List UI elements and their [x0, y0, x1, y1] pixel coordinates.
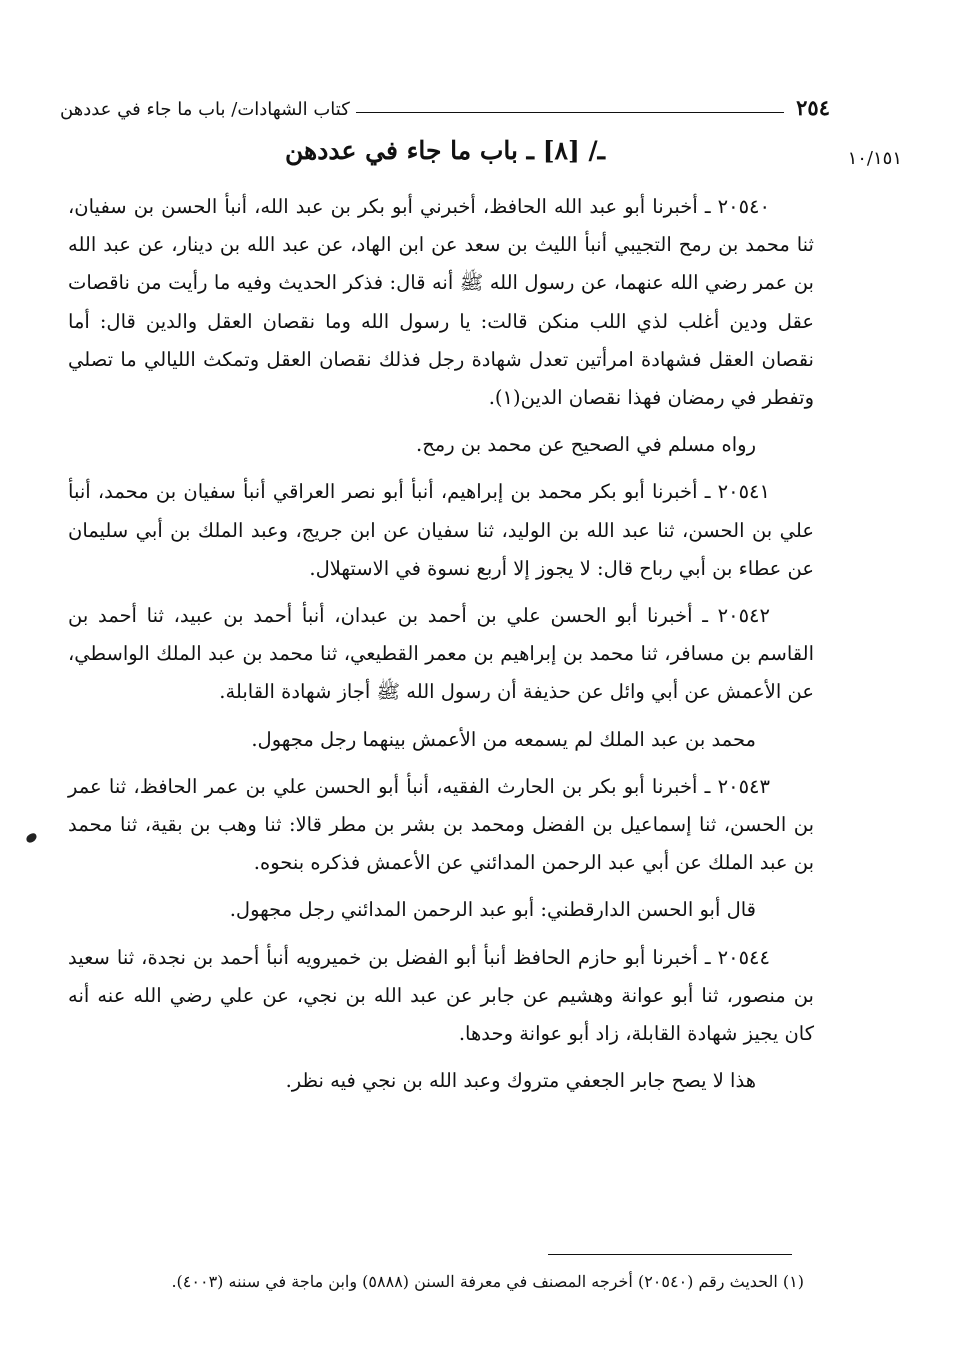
hadith-paragraph: ٢٠٥٤٠ ـ أخبرنا أبو عبد الله الحافظ، أخبرني أبو بكر بن عبد الله، أنبأ الحسن بن سفيان، ثنا محمد بن رمح التجيبي أنبأ الليث بن سعد عن ابن الهاد، عن عبد الله بن دينار، عن عبد الله بن عمر رضي الله عنهما، عن رسول الله ﷺ أنه قال: فذكر الحديث وفيه ما رأيت من ناقصات عقل ودين أغلب لذي اللب منكن قالت: يا رسول الله وما نقصان العقل والدين قال: أما نقصان العقل فشهادة امرأتين تعدل شهادة رجل فذلك نقصان العقل وتمكث الليالي ما تصلي وتفطر في رمضان فهذا نقصان الدين(١). [68, 195, 814, 410]
commentary-paragraph: هذا لا يصح جابر الجعفي متروك وعبد الله بن نجي فيه نظر. [285, 1069, 756, 1093]
hadith-paragraph: ٢٠٥٤١ ـ أخبرنا أبو بكر محمد بن إبراهيم، أنبأ أبو نصر العراقي أنبأ سفيان بن محمد، أنبأ علي بن الحسن، ثنا عبد الله بن الوليد، ثنا سفيان عن ابن جريج، وعبد الملك بن أبي سليمان عن عطاء بن أبي رباح قال: لا يجوز إلا أربع نسوة في الاستهلال. [68, 480, 814, 580]
hadith-paragraph: ٢٠٥٤٣ ـ أخبرنا أبو بكر بن الحارث الفقيه، أنبأ أبو الحسن علي بن عمر الحافظ، ثنا عمر بن الحسن، ثنا إسماعيل بن الفضل ومحمد بن بشر بن مطر قالا: ثنا وهب بن بقية، ثنا محمد بن عبد الملك عن أبي عبد الرحمن المدائني عن الأعمش فذكره بنحوه. [68, 774, 814, 875]
commentary-paragraph: رواه مسلم في الصحيح عن محمد بن رمح. [416, 433, 756, 457]
footnote-rule [548, 1254, 792, 1255]
body-text [68, 188, 814, 1109]
header-rule [356, 112, 784, 113]
page-number: ٢٥٤ [796, 95, 830, 120]
hadith-paragraph: ٢٠٥٤٤ ـ أخبرنا أبو حازم الحافظ أنبأ أبو الفضل بن خميرويه أنبأ أحمد بن نجدة، ثنا سعيد بن منصور، ثنا أبو عوانة وهشيم عن جابر عن عبد الله بن نجي، عن علي رضي الله عنه أنه كان يجيز شهادة القابلة، زاد أبو عوانة وحدها. [68, 945, 814, 1046]
footnote: (١) الحديث رقم (٢٠٥٤٠) أخرجه المصنف في معرفة السنن (٥٨٨٨) وابن ماجة في سننه (٤٠٠٣). [171, 1272, 804, 1291]
margin-reference: ١٠/١٥١ [847, 148, 902, 169]
ink-speck [25, 832, 39, 844]
commentary-paragraph: محمد بن عبد الملك لم يسمعه من الأعمش بينهما رجل مجهول. [251, 727, 756, 751]
commentary-paragraph: قال أبو الحسن الدارقطني: أبو عبد الرحمن المدائني رجل مجهول. [229, 898, 756, 922]
running-header [60, 88, 830, 120]
chapter-title: ـ/ [٨] ـ باب ما جاء في عددهن [285, 136, 605, 165]
hadith-paragraph: ٢٠٥٤٢ ـ أخبرنا أبو الحسن علي بن أحمد بن عبدان، أنبأ أحمد بن عبيد، ثنا أحمد بن القاسم بن مسافر، ثنا محمد بن إبراهيم بن معمر القطيعي، ثنا محمد بن عبد الملك الواسطي، عن الأعمش عن أبي وائل عن حذيفة أن رسول الله ﷺ أجاز شهادة القابلة. [68, 604, 814, 704]
running-title: كتاب الشهادات/ باب ما جاء في عددهن [60, 99, 350, 120]
